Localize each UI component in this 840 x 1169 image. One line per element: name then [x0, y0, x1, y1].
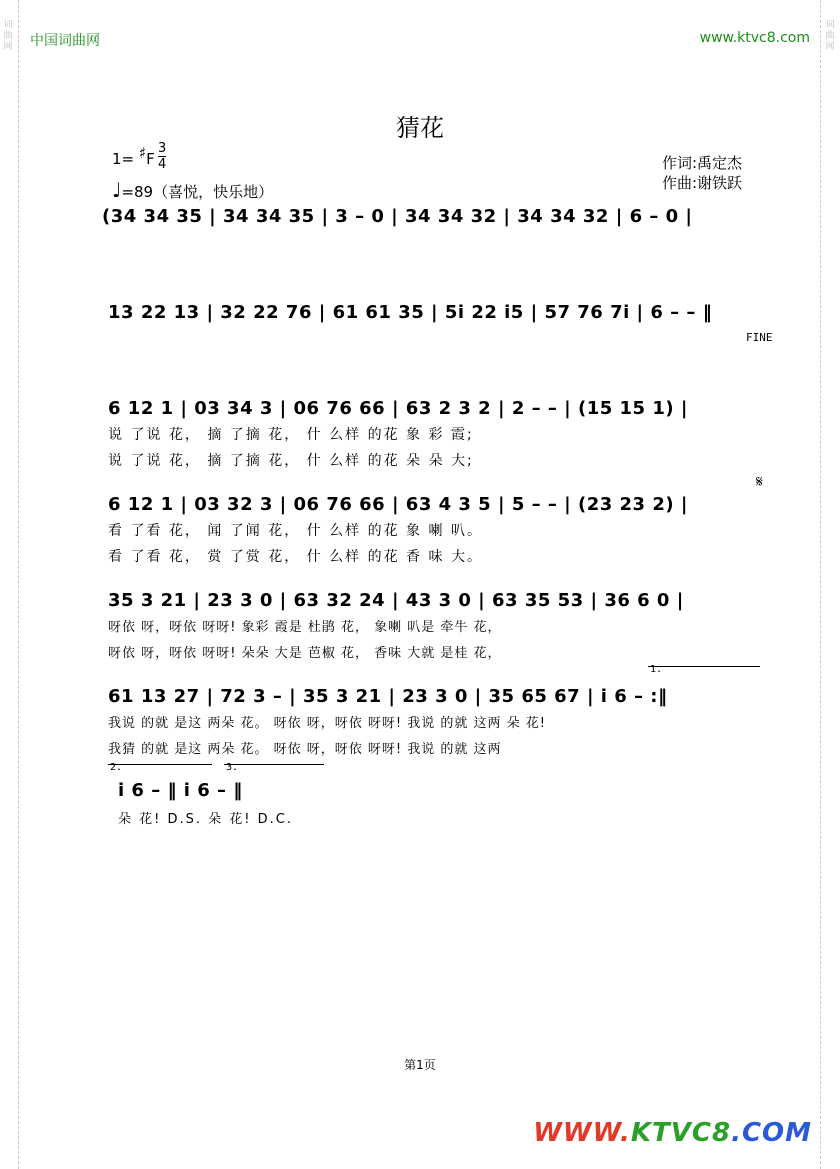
score-row-7: i 6 – ‖ i 6 – ‖	[118, 780, 243, 801]
volta-1: 1.	[650, 664, 663, 675]
side-char: 词	[3, 20, 13, 30]
right-dashed-border	[820, 0, 821, 1169]
score-row-6: 61 13 27 | 72 3 – | 35 3 21 | 23 3 0 | 35 65 67 | i 6 – :‖	[108, 686, 668, 707]
header-site-name: 中国词曲网	[30, 33, 100, 49]
side-char: 曲	[3, 31, 13, 41]
lyric-row-5-verse-1: 呀依 呀，呀依 呀呀! 象彩 霞是 杜鹃 花， 象喇 叭是 牵牛 花，	[108, 620, 502, 635]
score-row-3: 6 12 1 | 03 34 3 | 06 76 66 | 63 2 3 2 | 2 – – | (15 15 1) |	[108, 398, 688, 419]
lyric-row-3-verse-1: 说 了说 花， 摘 了摘 花， 什 么样 的花 象 彩 霞;	[108, 427, 474, 443]
volta-2-bracket	[108, 764, 212, 765]
side-watermark-left	[2, 20, 14, 53]
lyric-row-7: 朵 花! D.S. 朵 花! D.C.	[118, 812, 293, 827]
segno-icon: 𝄋	[756, 472, 763, 491]
score-row-2: 13 22 13 | 32 22 76 | 61 61 35 | 5i 22 i5 | 57 76 7i | 6 – – ‖	[108, 302, 713, 323]
tempo-marking	[112, 178, 273, 202]
side-char: 曲	[825, 31, 835, 41]
side-char: 网	[825, 42, 835, 52]
quarter-note-icon: ♩	[112, 178, 122, 202]
sharp-icon: ♯	[138, 144, 147, 162]
header-site-url[interactable]: www.ktvc8.com	[699, 30, 810, 46]
left-dashed-border	[18, 0, 19, 1169]
time-signature	[158, 141, 166, 172]
lyric-row-6-verse-2: 我猜 的就 是这 两朵 花。 呀依 呀，呀依 呀呀! 我说 的就 这两	[108, 742, 502, 757]
time-bottom: 4	[158, 157, 167, 172]
volta-2: 2.	[110, 762, 123, 773]
fine-marking: FINE	[746, 331, 773, 344]
logo-part-www: WWW.	[533, 1118, 631, 1148]
side-char: 网	[3, 42, 13, 52]
page-number: 第1页	[404, 1058, 436, 1072]
logo-part-name: KTVC8	[630, 1118, 732, 1148]
key-prefix: 1=	[112, 150, 135, 168]
composer: 作曲:谢铁跃	[662, 174, 743, 192]
song-title: 猜花	[396, 114, 444, 142]
lyric-row-6-verse-1: 我说 的就 是这 两朵 花。 呀依 呀，呀依 呀呀! 我说 的就 这两 朵 花!	[108, 716, 547, 731]
lyricist: 作词:禹定杰	[662, 154, 743, 172]
volta-1-bracket	[648, 666, 760, 667]
side-watermark-right	[824, 20, 836, 53]
lyric-row-5-verse-2: 呀依 呀，呀依 呀呀! 朵朵 大是 芭椒 花， 香味 大就 是桂 花，	[108, 646, 502, 661]
volta-3: 3.	[226, 762, 239, 773]
time-top: 3	[158, 141, 167, 156]
score-row-4: 6 12 1 | 03 32 3 | 06 76 66 | 63 4 3 5 | 5 – – | (23 23 2) |	[108, 494, 688, 515]
tempo-text: =89（喜悦，快乐地）	[121, 183, 274, 201]
key-signature	[112, 144, 155, 168]
volta-3-bracket	[224, 764, 324, 765]
key-note: F	[146, 150, 155, 168]
lyric-row-3-verse-2: 说 了说 花， 摘 了摘 花， 什 么样 的花 朵 朵 大;	[108, 453, 474, 469]
score-row-1: (34 34 35 | 34 34 35 | 3 – 0 | 34 34 32 | 34 34 32 | 6 – 0 |	[102, 206, 693, 227]
side-char: 词	[825, 20, 835, 30]
logo-part-com: .COM	[731, 1118, 812, 1148]
ktvc8-logo[interactable]	[533, 1118, 812, 1148]
score-row-5: 35 3 21 | 23 3 0 | 63 32 24 | 43 3 0 | 63 35 53 | 36 6 0 |	[108, 590, 684, 611]
lyric-row-4-verse-1: 看 了看 花， 闻 了闻 花， 什 么样 的花 象 喇 叭。	[108, 523, 483, 539]
lyric-row-4-verse-2: 看 了看 花， 赏 了赏 花， 什 么样 的花 香 味 大。	[108, 549, 483, 565]
